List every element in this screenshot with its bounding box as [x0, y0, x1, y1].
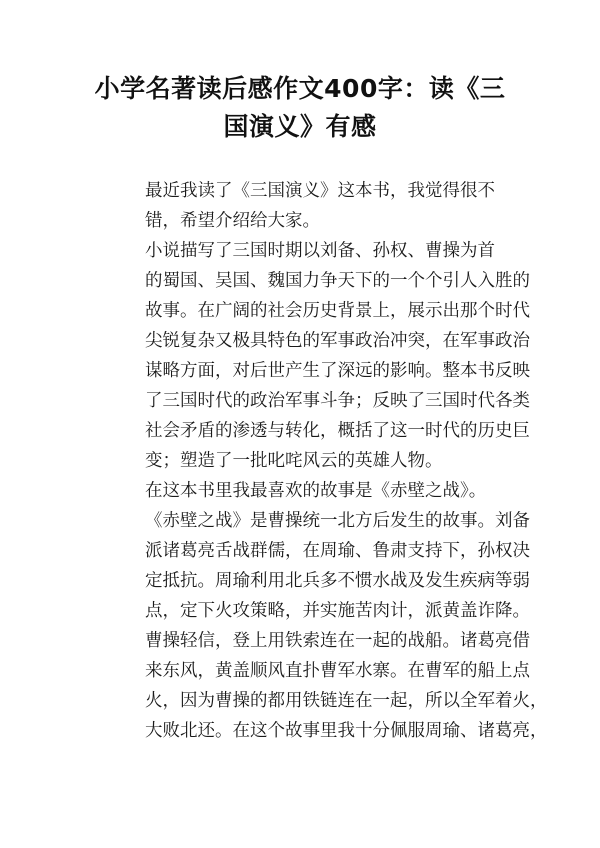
- text-line: 大败北还。在这个故事里我十分佩服周瑜、诸葛亮，: [145, 721, 548, 741]
- page-title: [60, 70, 540, 146]
- text-line: 最近我读了《三国演义》这本书，我觉得很不: [145, 181, 495, 201]
- paragraph-favorite-story: [110, 476, 548, 746]
- title-line: 小学名著读后感作文400字：读《三: [94, 74, 506, 103]
- text-line: 派诸葛亮舌战群儒，在周瑜、鲁肃支持下，孙权决: [145, 541, 530, 561]
- paragraph-intro: [110, 176, 506, 236]
- text-line: 尖锐复杂又极具特色的军事政治冲突，在军事政治: [145, 331, 530, 351]
- title-line: 国演义》有感: [223, 112, 377, 141]
- text-line: 火，因为曹操的都用铁链连在一起，所以全军着火，: [145, 691, 548, 711]
- text-line: 曹操轻信，登上用铁索连在一起的战船。诸葛亮借: [145, 631, 530, 651]
- text-line: 变；塑造了一批叱咤风云的英雄人物。: [145, 451, 443, 471]
- text-line: 谋略方面，对后世产生了深远的影响。整本书反映: [145, 361, 530, 381]
- paragraph-summary: [110, 236, 530, 476]
- text-line: 错，希望介绍给大家。: [145, 211, 320, 231]
- text-line: 在这本书里我最喜欢的故事是《赤壁之战》。: [145, 481, 487, 501]
- text-line: 来东风，黄盖顺风直扑曹军水寨。在曹军的船上点: [145, 661, 530, 681]
- text-line: 定抵抗。周瑜利用北兵多不惯水战及发生疾病等弱: [145, 571, 530, 591]
- text-line: 了三国时代的政治军事斗争；反映了三国时代各类: [145, 391, 530, 411]
- text-line: 《赤壁之战》是曹操统一北方后发生的故事。刘备: [145, 511, 530, 531]
- text-line: 点，定下火攻策略，并实施苦肉计，派黄盖诈降。: [145, 601, 530, 621]
- text-line: 故事。在广阔的社会历史背景上，展示出那个时代: [145, 301, 530, 321]
- text-line: 社会矛盾的渗透与转化，概括了这一时代的历史巨: [145, 421, 530, 441]
- article-body: [110, 176, 548, 746]
- text-line: 小说描写了三国时期以刘备、孙权、曹操为首: [145, 241, 495, 261]
- text-line: 的蜀国、吴国、魏国力争天下的一个个引人入胜的: [145, 271, 530, 291]
